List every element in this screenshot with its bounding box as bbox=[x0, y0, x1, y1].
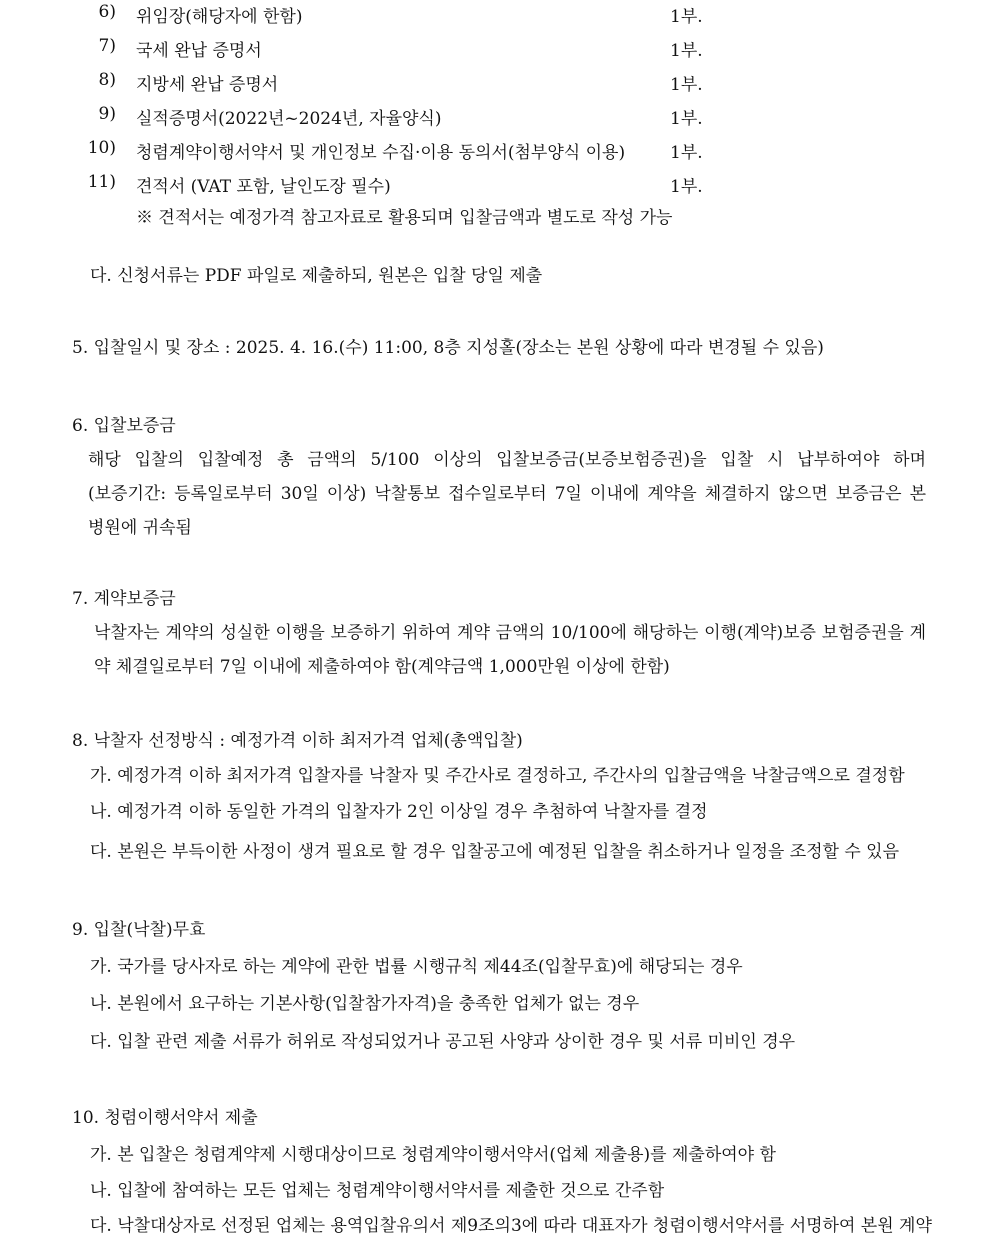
section-8-item: 다. 본원은 부득이한 사정이 생겨 필요로 할 경우 입찰공고에 예정된 입찰을 취소하거나 일정을 조정할 수 있음 bbox=[90, 842, 900, 862]
section-9-title: 9. 입찰(낙찰)무효 bbox=[72, 920, 206, 940]
doc-item-text: 위임장(해당자에 한함) bbox=[136, 7, 303, 27]
doc-item-text: 실적증명서(2022년~2024년, 자율양식) bbox=[136, 109, 442, 129]
pdf-note: 다. 신청서류는 PDF 파일로 제출하되, 원본은 입찰 당일 제출 bbox=[90, 266, 543, 286]
doc-item-text: 국세 완납 증명서 bbox=[136, 41, 262, 61]
doc-item-text: 청렴계약이행서약서 및 개인정보 수집·이용 동의서(첨부양식 이용) bbox=[136, 143, 626, 163]
section-8-item: 나. 예정가격 이하 동일한 가격의 입찰자가 2인 이상일 경우 추첨하여 낙찰자를 결정 bbox=[90, 802, 708, 822]
section-9-item: 다. 입찰 관련 제출 서류가 허위로 작성되었거나 공고된 사양과 상이한 경우 및 서류 미비인 경우 bbox=[90, 1032, 796, 1052]
section-10-item: 나. 입찰에 참여하는 모든 업체는 청렴계약이행서약서를 제출한 것으로 간주함 bbox=[90, 1181, 665, 1201]
section-9-item: 가. 국가를 당사자로 하는 계약에 관한 법률 시행규칙 제44조(입찰무효)에 해당되는 경우 bbox=[90, 957, 743, 977]
doc-item-text: 견적서 (VAT 포함, 날인도장 필수) bbox=[136, 177, 391, 197]
doc-item-number: 8) bbox=[98, 70, 116, 90]
section-7-body bbox=[94, 616, 926, 684]
doc-item-count: 1부. bbox=[670, 143, 703, 163]
estimate-note: ※ 견적서는 예정가격 참고자료로 활용되며 입찰금액과 별도로 작성 가능 bbox=[136, 208, 673, 228]
doc-item-number: 6) bbox=[98, 2, 116, 22]
section-6-line: 해당 입찰의 입찰예정 총 금액의 5/100 이상의 입찰보증금(보증보험증권)을 입찰 시 납부하여야 하며 bbox=[88, 450, 926, 470]
doc-item-count: 1부. bbox=[670, 109, 703, 129]
section-8-item: 가. 예정가격 이하 최저가격 입찰자를 낙찰자 및 주간사로 결정하고, 주간사의 입찰금액을 낙찰금액으로 결정함 bbox=[90, 766, 905, 786]
section-8-title: 8. 낙찰자 선정방식 : 예정가격 이하 최저가격 업체(총액입찰) bbox=[72, 731, 523, 751]
section-10-title: 10. 청렴이행서약서 제출 bbox=[72, 1108, 258, 1128]
section-6-line: (보증기간: 등록일로부터 30일 이상) 낙찰통보 접수일로부터 7일 이내에 계약을 체결하지 않으면 보증금은 본 bbox=[88, 484, 926, 504]
doc-item-number: 7) bbox=[98, 36, 116, 56]
section-7-line: 낙찰자는 계약의 성실한 이행을 보증하기 위하여 계약 금액의 10/100에 해당하는 이행(계약)보증 보험증권을 계 bbox=[94, 623, 926, 643]
section-6-title: 6. 입찰보증금 bbox=[72, 416, 176, 436]
doc-item-number: 10) bbox=[87, 138, 116, 158]
section-6-body bbox=[88, 443, 926, 545]
doc-item-number: 11) bbox=[87, 172, 116, 192]
section-6-line: 병원에 귀속됨 bbox=[88, 518, 192, 538]
doc-item-count: 1부. bbox=[670, 177, 703, 197]
doc-item-text: 지방세 완납 증명서 bbox=[136, 75, 279, 95]
section-9-item: 나. 본원에서 요구하는 기본사항(입찰참가자격)을 충족한 업체가 없는 경우 bbox=[90, 994, 640, 1014]
section-7-line: 약 체결일로부터 7일 이내에 제출하여야 함(계약금액 1,000만원 이상에 한함) bbox=[94, 657, 670, 677]
section-5-title: 5. 입찰일시 및 장소 : 2025. 4. 16.(수) 11:00, 8층 지성홀(장소는 본원 상황에 따라 변경될 수 있음) bbox=[72, 338, 824, 358]
doc-item-number: 9) bbox=[98, 104, 116, 124]
section-10-item: 다. 낙찰대상자로 선정된 업체는 용역입찰유의서 제9조의3에 따라 대표자가 청렴이행서약서를 서명하여 본원 계약 bbox=[90, 1216, 932, 1236]
doc-item-count: 1부. bbox=[670, 41, 703, 61]
section-7-title: 7. 계약보증금 bbox=[72, 589, 176, 609]
doc-item-count: 1부. bbox=[670, 7, 703, 27]
section-10-item: 가. 본 입찰은 청렴계약제 시행대상이므로 청렴계약이행서약서(업체 제출용)를 제출하여야 함 bbox=[90, 1145, 776, 1165]
doc-item-count: 1부. bbox=[670, 75, 703, 95]
